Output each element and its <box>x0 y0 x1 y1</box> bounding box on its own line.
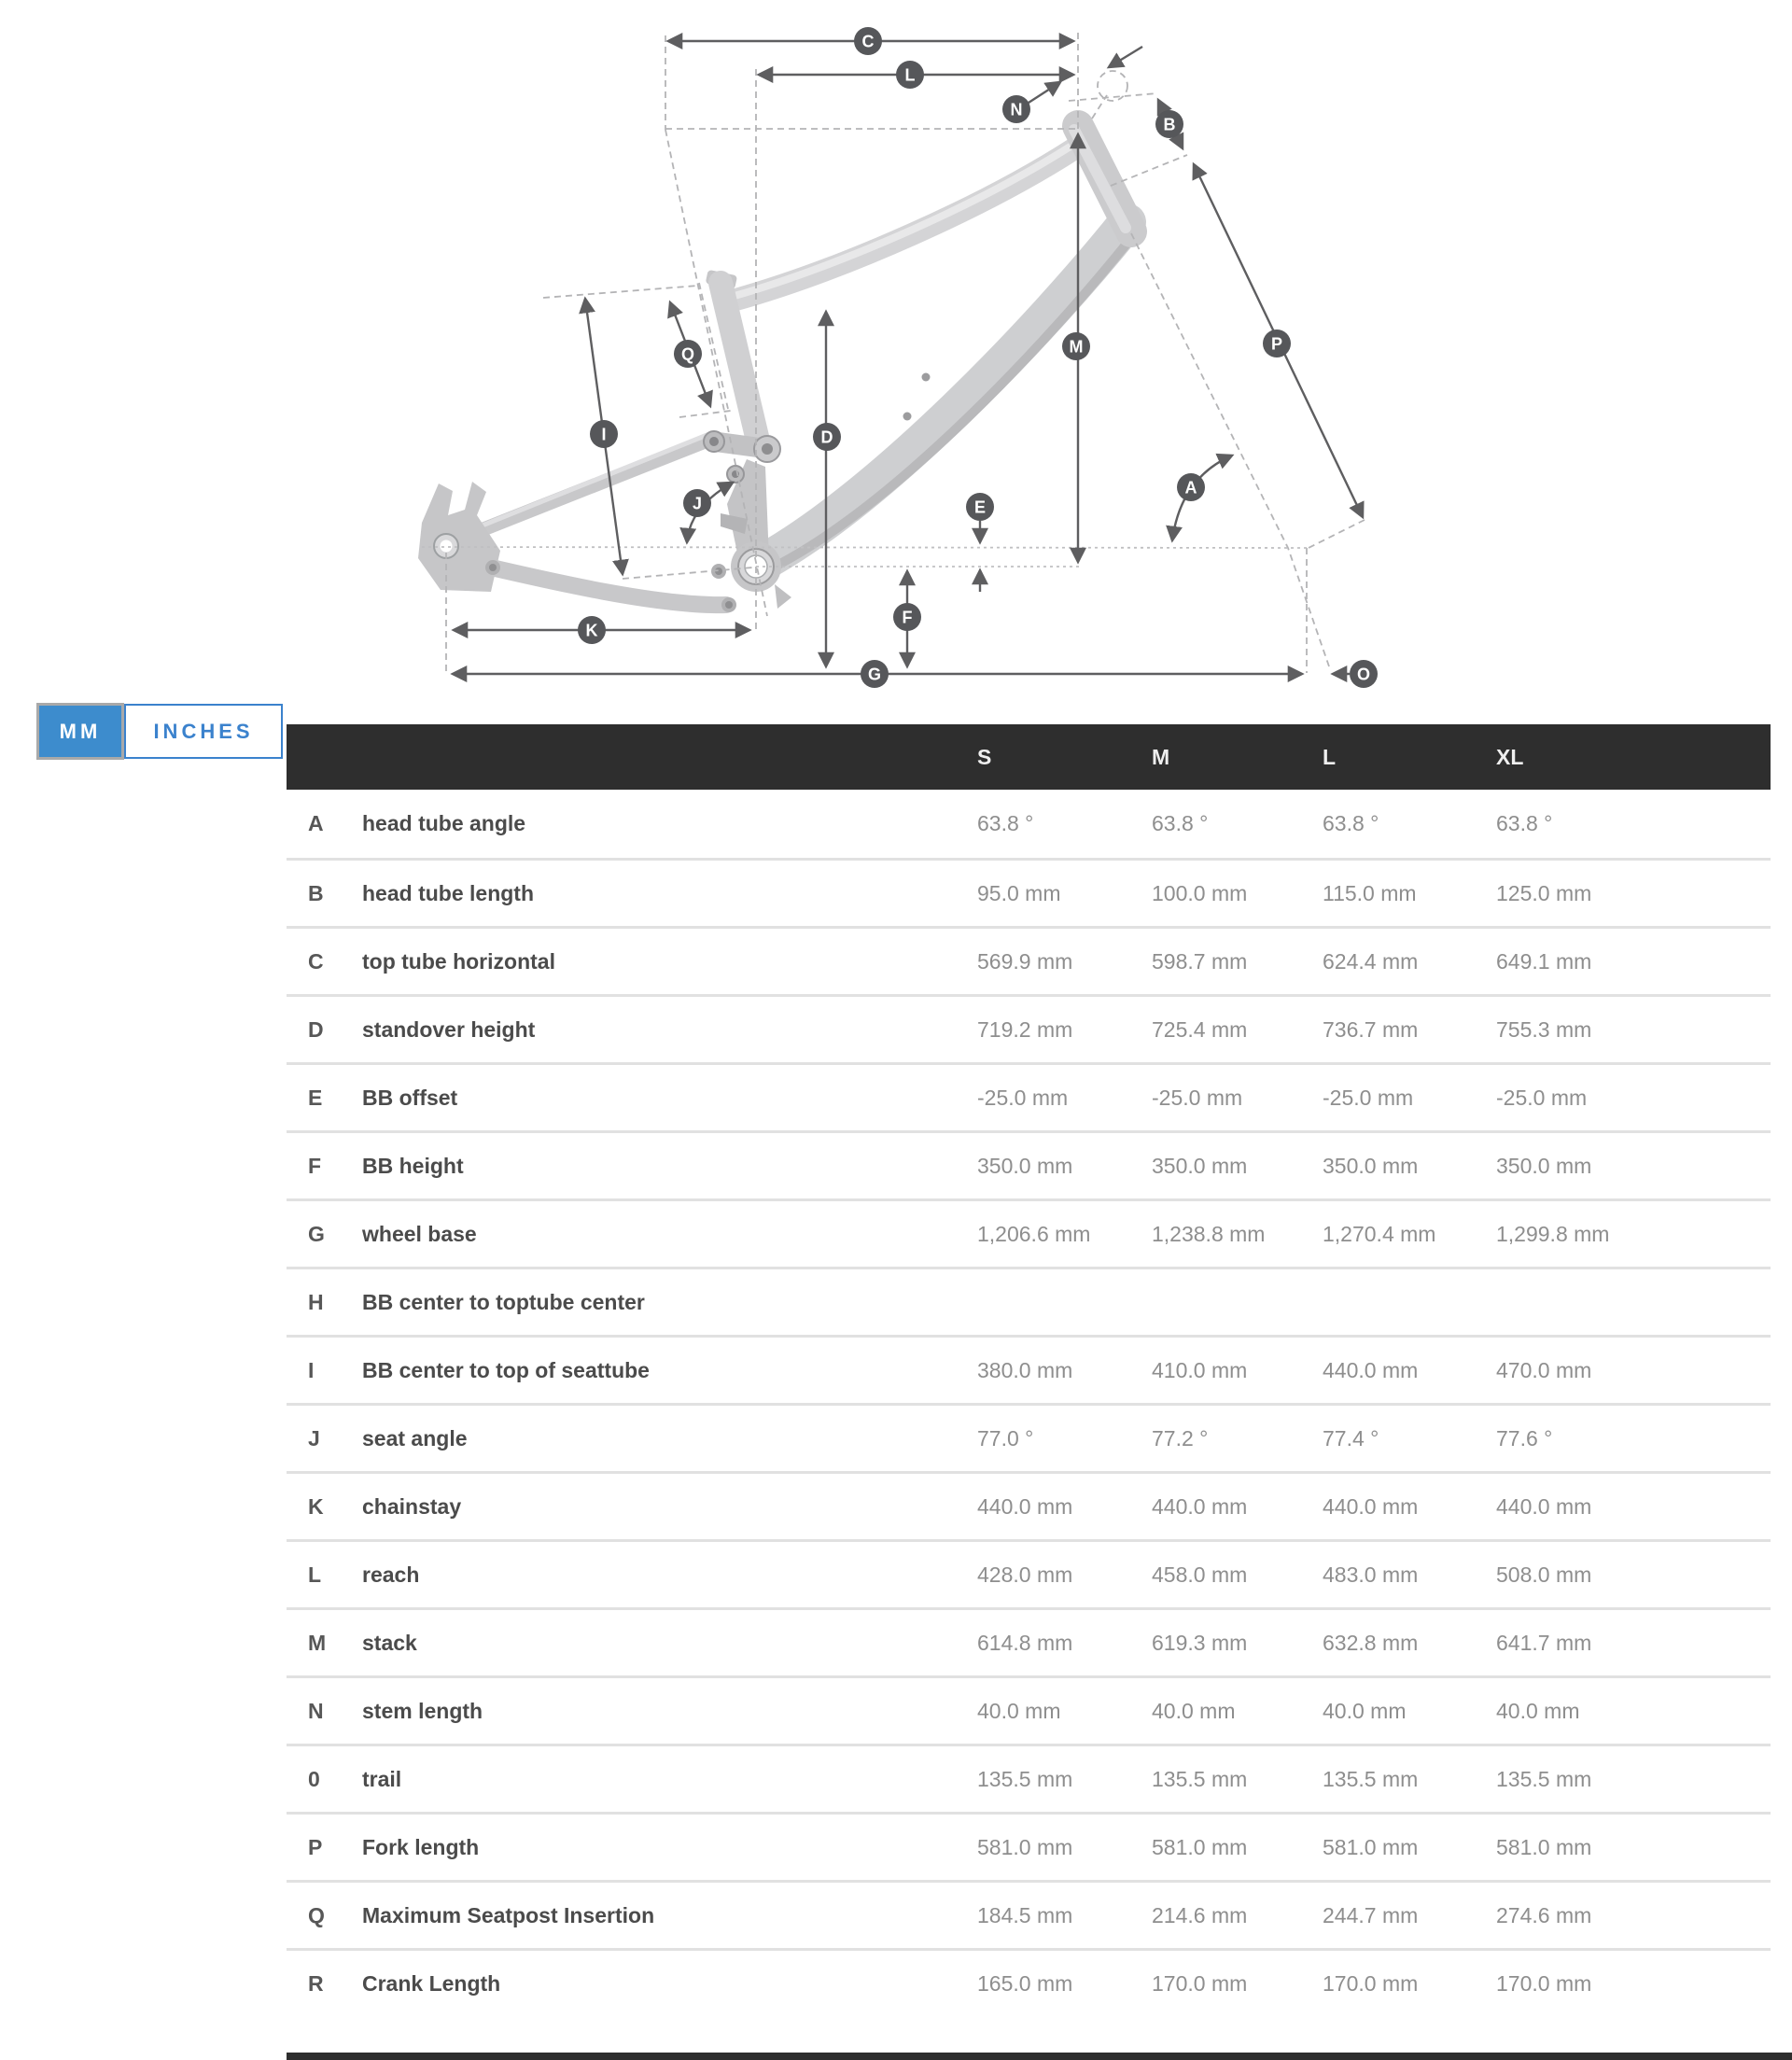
row-value-m: 458.0 mm <box>1152 1562 1248 1587</box>
row-value-m: 77.2 ° <box>1152 1425 1209 1450</box>
row-value-s: 350.0 mm <box>977 1153 1073 1178</box>
row-label: head tube length <box>362 880 534 905</box>
row-value-l: 581.0 mm <box>1323 1834 1419 1859</box>
row-value-s: 40.0 mm <box>977 1698 1061 1723</box>
row-label: stack <box>362 1630 417 1655</box>
geometry-table <box>287 724 1771 2016</box>
row-label: reach <box>362 1562 420 1587</box>
row-value-s: 581.0 mm <box>977 1834 1073 1859</box>
row-label: Maximum Seatpost Insertion <box>362 1902 655 1927</box>
row-value-l: 170.0 mm <box>1323 1970 1419 1996</box>
diagram-label-text-Q: Q <box>680 344 695 364</box>
row-label: BB height <box>362 1153 464 1178</box>
row-value-s: -25.0 mm <box>977 1085 1069 1110</box>
row-value-xl: 350.0 mm <box>1496 1153 1592 1178</box>
row-label: BB center to toptube center <box>362 1289 645 1314</box>
row-value-xl: 1,299.8 mm <box>1496 1221 1610 1246</box>
row-value-m: 410.0 mm <box>1152 1357 1248 1382</box>
construction-lines <box>446 33 1365 673</box>
row-letter: 0 <box>308 1766 320 1791</box>
row-value-l: 244.7 mm <box>1323 1902 1419 1927</box>
row-value-l: 440.0 mm <box>1323 1357 1419 1382</box>
dimension-lines <box>453 41 1363 674</box>
row-label: BB center to top of seattube <box>362 1357 650 1382</box>
row-value-m: 100.0 mm <box>1152 880 1248 905</box>
table-row <box>287 858 1771 926</box>
table-row <box>287 926 1771 994</box>
row-value-m: 63.8 ° <box>1152 811 1209 835</box>
diagram-label-text-L: L <box>904 65 916 85</box>
row-label: seat angle <box>362 1425 468 1450</box>
table-body <box>287 790 1771 2016</box>
row-letter: H <box>308 1289 324 1314</box>
row-value-s: 95.0 mm <box>977 880 1061 905</box>
row-value-xl: 125.0 mm <box>1496 880 1592 905</box>
row-value-xl: 63.8 ° <box>1496 811 1553 835</box>
row-value-s: 63.8 ° <box>977 811 1034 835</box>
row-letter: K <box>308 1493 324 1519</box>
diagram-label-text-I: I <box>601 425 607 444</box>
row-letter: F <box>308 1153 322 1178</box>
row-value-m: 40.0 mm <box>1152 1698 1236 1723</box>
row-value-xl: 170.0 mm <box>1496 1970 1592 1996</box>
table-row <box>287 1539 1771 1607</box>
table-row <box>287 1062 1771 1130</box>
row-value-l: 115.0 mm <box>1323 880 1417 905</box>
row-value-m: 440.0 mm <box>1152 1493 1248 1519</box>
bike-frame <box>418 126 1135 612</box>
diagram-label-text-G: G <box>867 665 882 684</box>
row-label: BB offset <box>362 1085 458 1110</box>
geometry-diagram <box>0 0 1792 719</box>
row-value-xl: 274.6 mm <box>1496 1902 1592 1927</box>
row-value-xl: 40.0 mm <box>1496 1698 1580 1723</box>
row-letter: M <box>308 1630 327 1655</box>
table-row <box>287 1471 1771 1539</box>
row-label: top tube horizontal <box>362 948 555 974</box>
row-value-m: 598.7 mm <box>1152 948 1248 974</box>
row-value-l: 440.0 mm <box>1323 1493 1419 1519</box>
row-value-l: 40.0 mm <box>1323 1698 1407 1723</box>
row-value-l: 63.8 ° <box>1323 811 1379 835</box>
unit-toggle <box>36 703 283 760</box>
row-value-l: 624.4 mm <box>1323 948 1419 974</box>
diagram-label-text-A: A <box>1184 478 1197 497</box>
row-value-l: 632.8 mm <box>1323 1630 1419 1655</box>
row-letter: A <box>308 811 324 835</box>
row-value-l: 1,270.4 mm <box>1323 1221 1436 1246</box>
row-value-m: 1,238.8 mm <box>1152 1221 1266 1246</box>
row-value-l: 736.7 mm <box>1323 1016 1419 1042</box>
diagram-label-text-J: J <box>692 494 703 513</box>
row-value-m: 214.6 mm <box>1152 1902 1248 1927</box>
row-value-s: 614.8 mm <box>977 1630 1073 1655</box>
row-letter: L <box>308 1562 322 1587</box>
row-letter: R <box>308 1970 324 1996</box>
row-label: stem length <box>362 1698 483 1723</box>
row-letter: C <box>308 948 324 974</box>
row-value-xl: 581.0 mm <box>1496 1834 1592 1859</box>
table-row <box>287 1130 1771 1198</box>
row-value-s: 184.5 mm <box>977 1902 1073 1927</box>
diagram-label-text-F: F <box>902 608 913 627</box>
row-value-l: 483.0 mm <box>1323 1562 1419 1587</box>
row-value-m: 170.0 mm <box>1152 1970 1248 1996</box>
column-header-l: L <box>1323 744 1337 769</box>
table-row <box>287 994 1771 1062</box>
next-section-edge <box>287 2053 1792 2060</box>
row-value-xl: 77.6 ° <box>1496 1425 1553 1450</box>
row-value-m: 619.3 mm <box>1152 1630 1248 1655</box>
column-header-s: S <box>977 744 992 769</box>
row-value-xl: 755.3 mm <box>1496 1016 1592 1042</box>
diagram-label-text-N: N <box>1010 100 1023 119</box>
row-value-m: 581.0 mm <box>1152 1834 1248 1859</box>
row-value-l: -25.0 mm <box>1323 1085 1414 1110</box>
row-value-s: 569.9 mm <box>977 948 1073 974</box>
diagram-label-text-D: D <box>820 427 833 447</box>
column-header-xl: XL <box>1496 744 1524 769</box>
row-value-xl: 649.1 mm <box>1496 948 1592 974</box>
row-value-s: 135.5 mm <box>977 1766 1073 1791</box>
diagram-labels <box>578 27 1378 688</box>
table-row <box>287 1948 1771 2016</box>
row-label: standover height <box>362 1016 536 1042</box>
table-row <box>287 1812 1771 1880</box>
row-letter: I <box>308 1357 315 1382</box>
row-value-l: 135.5 mm <box>1323 1766 1419 1791</box>
row-label: Crank Length <box>362 1970 501 1996</box>
diagram-label-text-C: C <box>861 32 875 51</box>
table-row <box>287 1880 1771 1948</box>
diagram-label-text-O: O <box>1356 665 1371 684</box>
row-label: head tube angle <box>362 811 526 835</box>
row-label: chainstay <box>362 1493 462 1519</box>
row-label: Fork length <box>362 1834 480 1859</box>
row-value-s: 77.0 ° <box>977 1425 1034 1450</box>
row-letter: B <box>308 880 324 905</box>
row-value-xl: 508.0 mm <box>1496 1562 1592 1587</box>
row-value-l: 350.0 mm <box>1323 1153 1419 1178</box>
row-value-s: 428.0 mm <box>977 1562 1073 1587</box>
table-row <box>287 1198 1771 1267</box>
diagram-label-text-K: K <box>585 621 598 640</box>
row-value-m: 350.0 mm <box>1152 1153 1248 1178</box>
row-value-m: 725.4 mm <box>1152 1016 1248 1042</box>
axle-reference-lines <box>422 547 1307 567</box>
table-row <box>287 1744 1771 1812</box>
row-value-xl: 641.7 mm <box>1496 1630 1592 1655</box>
table-row <box>287 1403 1771 1471</box>
row-value-xl: 135.5 mm <box>1496 1766 1592 1791</box>
table-header-row <box>287 724 1771 790</box>
inches-button[interactable]: INCHES <box>124 704 283 759</box>
row-letter: Q <box>308 1902 325 1927</box>
row-letter: J <box>308 1425 320 1450</box>
row-value-s: 380.0 mm <box>977 1357 1073 1382</box>
row-letter: D <box>308 1016 324 1042</box>
row-value-s: 1,206.6 mm <box>977 1221 1091 1246</box>
table-row <box>287 1675 1771 1744</box>
row-value-xl: 470.0 mm <box>1496 1357 1592 1382</box>
row-label: trail <box>362 1766 402 1791</box>
row-value-s: 719.2 mm <box>977 1016 1073 1042</box>
row-letter: N <box>308 1698 324 1723</box>
row-letter: E <box>308 1085 323 1110</box>
diagram-label-text-B: B <box>1163 115 1176 134</box>
column-header-m: M <box>1152 744 1170 769</box>
diagram-label-text-E: E <box>973 497 987 517</box>
row-value-s: 165.0 mm <box>977 1970 1073 1996</box>
row-value-xl: -25.0 mm <box>1496 1085 1588 1110</box>
row-value-m: 135.5 mm <box>1152 1766 1248 1791</box>
row-value-xl: 440.0 mm <box>1496 1493 1592 1519</box>
table-row <box>287 790 1771 858</box>
table-row <box>287 1607 1771 1675</box>
row-value-m: -25.0 mm <box>1152 1085 1243 1110</box>
diagram-label-text-P: P <box>1270 334 1283 354</box>
table-row <box>287 1267 1771 1335</box>
row-value-l: 77.4 ° <box>1323 1425 1379 1450</box>
mm-button[interactable]: MM <box>36 703 124 760</box>
diagram-label-text-M: M <box>1069 337 1084 357</box>
row-letter: G <box>308 1221 325 1246</box>
table-row <box>287 1335 1771 1403</box>
row-value-s: 440.0 mm <box>977 1493 1073 1519</box>
row-letter: P <box>308 1834 323 1859</box>
row-label: wheel base <box>362 1221 477 1246</box>
